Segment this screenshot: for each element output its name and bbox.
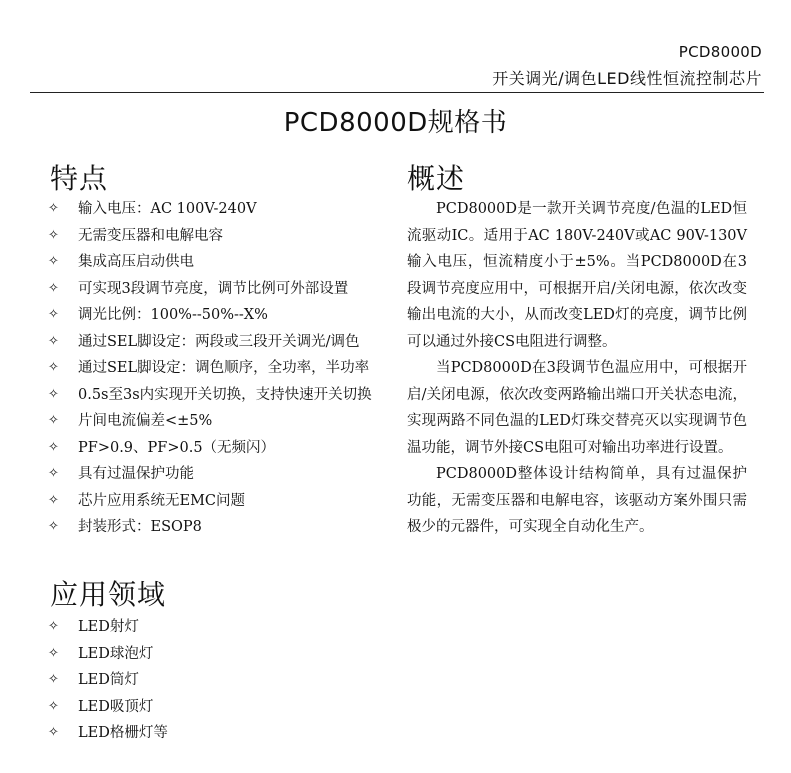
feature-item xyxy=(48,223,372,250)
feature-item xyxy=(48,329,372,356)
diamond-bullet-icon: ✧ xyxy=(48,645,59,661)
page-header xyxy=(30,40,764,93)
diamond-bullet-icon: ✧ xyxy=(48,307,59,322)
diamond-bullet-icon: ✧ xyxy=(48,519,59,534)
feature-item-text: 集成高压启动供电 xyxy=(78,254,194,270)
feature-item xyxy=(48,382,372,409)
diamond-bullet-icon: ✧ xyxy=(48,360,59,375)
document-title: PCD8000D规格书 xyxy=(283,108,508,138)
diamond-bullet-icon: ✧ xyxy=(48,227,59,243)
feature-item-text: 通过SEL脚设定：调色顺序，全功率，半功率 xyxy=(78,360,370,376)
feature-item xyxy=(48,408,372,435)
feature-item-text: 具有过温保护功能 xyxy=(78,466,194,482)
feature-item xyxy=(48,302,372,329)
diamond-bullet-icon: ✧ xyxy=(48,333,59,349)
header-model: PCD8000D xyxy=(678,43,762,61)
diamond-bullet-icon: ✧ xyxy=(48,619,59,634)
diamond-bullet-icon: ✧ xyxy=(48,672,59,687)
diamond-bullet-icon: ✧ xyxy=(48,254,59,269)
overview-paragraph: 当PCD8000D在3段调节色温应用中，可根据开启/关闭电源，依次改变两路输出端口开关状态电流，实现两路不同色温的LED灯珠交替亮灭以实现调节色温功能，调节外接CS电阻可对输出功率进行设置。 xyxy=(407,360,747,456)
feature-item xyxy=(48,355,372,382)
application-item-text: LED球泡灯 xyxy=(78,645,154,662)
diamond-bullet-icon: ✧ xyxy=(48,413,59,428)
feature-item xyxy=(48,514,372,541)
feature-item-text: 片间电流偏差<±5% xyxy=(78,413,213,429)
feature-item-text: 可实现3段调节亮度，调节比例可外部设置 xyxy=(78,280,349,297)
application-item-text: LED吸顶灯 xyxy=(78,698,154,715)
feature-item xyxy=(48,435,372,462)
diamond-bullet-icon: ✧ xyxy=(48,725,59,740)
diamond-bullet-icon: ✧ xyxy=(48,201,59,216)
overview-paragraph: PCD8000D是一款开关调节亮度/色温的LED恒流驱动IC。适用于AC 180V-240V或AC 90V-130V输入电压，恒流精度小于±5%。当PCD8000D在3段调节亮度应用中，可根据开启/关闭电源，依次改变输出电流的大小，从而改变LED灯的亮度，调节比例可以通过外接CS电阻进行调整。 xyxy=(407,201,747,350)
feature-item-text: 无需变压器和电解电容 xyxy=(78,227,223,244)
overview-paragraph: PCD8000D整体设计结构简单，具有过温保护功能，无需变压器和电解电容，该驱动方案外围只需极少的元器件，可实现全自动化生产。 xyxy=(407,466,747,535)
feature-item-text: 通过SEL脚设定：两段或三段开关调光/调色 xyxy=(78,333,360,350)
feature-item xyxy=(48,249,372,276)
feature-item xyxy=(48,196,372,223)
application-item xyxy=(48,720,168,747)
features-heading: 特点 xyxy=(50,162,109,195)
header-subtitle: 开关调光/调色LED线性恒流控制芯片 xyxy=(492,69,762,88)
diamond-bullet-icon: ✧ xyxy=(48,466,59,481)
overview-heading: 概述 xyxy=(407,162,466,195)
application-item-text: LED格栅灯等 xyxy=(78,725,168,741)
overview-body xyxy=(407,196,747,541)
application-item xyxy=(48,694,168,721)
application-item xyxy=(48,614,168,641)
applications-list xyxy=(48,614,168,747)
feature-item-text: 0.5s至3s内实现开关切换，支持快速开关切换 xyxy=(78,386,372,403)
features-list xyxy=(48,196,372,541)
diamond-bullet-icon: ✧ xyxy=(48,492,59,508)
feature-item-text: 芯片应用系统无EMC问题 xyxy=(78,492,246,509)
application-item-text: LED射灯 xyxy=(78,619,139,635)
diamond-bullet-icon: ✧ xyxy=(48,386,59,402)
diamond-bullet-icon: ✧ xyxy=(48,439,59,455)
applications-heading: 应用领域 xyxy=(50,578,167,611)
feature-item-text: 调光比例：100%--50%--X% xyxy=(78,307,268,323)
feature-item xyxy=(48,461,372,488)
application-item xyxy=(48,641,168,668)
diamond-bullet-icon: ✧ xyxy=(48,698,59,714)
feature-item xyxy=(48,276,372,303)
feature-item-text: 封装形式：ESOP8 xyxy=(78,519,202,535)
feature-item-text: 输入电压：AC 100V-240V xyxy=(78,201,257,217)
application-item xyxy=(48,667,168,694)
diamond-bullet-icon: ✧ xyxy=(48,280,59,296)
application-item-text: LED筒灯 xyxy=(78,672,139,688)
feature-item-text: PF>0.9、PF>0.5（无频闪） xyxy=(78,439,276,456)
feature-item xyxy=(48,488,372,515)
